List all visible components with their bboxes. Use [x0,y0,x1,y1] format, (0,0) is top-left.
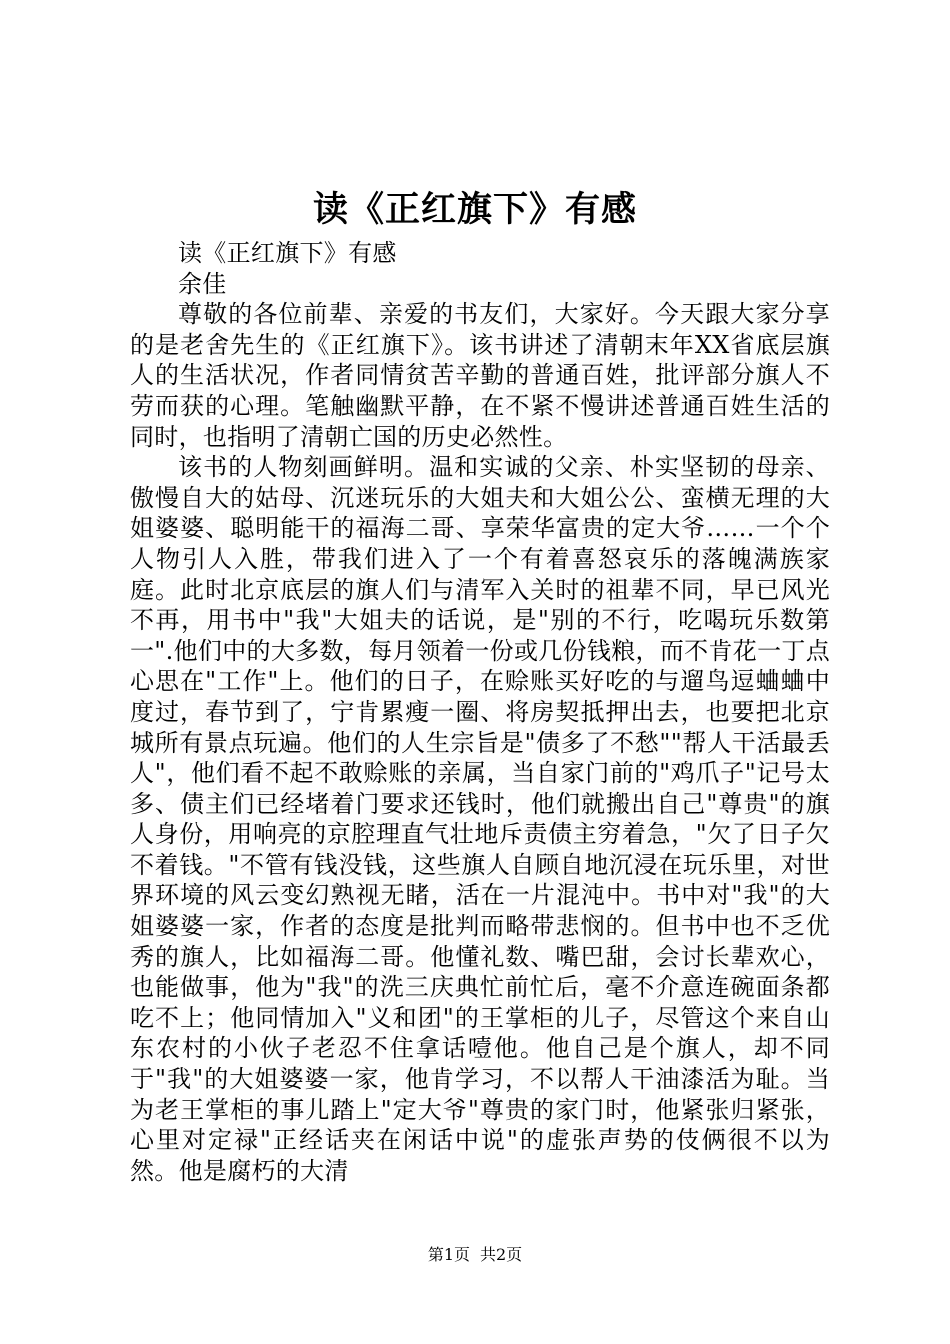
document-title: 读《正红旗下》有感 [312,189,637,230]
page-total: 共2页 [480,1245,523,1264]
page-footer [0,1243,950,1267]
paragraph: 尊敬的各位前辈、亲爱的书友们，大家好。今天跟大家分享的是老舍先生的《正红旗下》。该书讲述了清朝末年XX省底层旗人的生活状况，作者同情贫苦辛勤的普通百姓，批评部分旗人不劳而获的心理。笔触幽默平静，在不紧不慢讲述普通百姓生活的同时，也指明了清朝亡国的历史必然性。 [130,300,830,451]
author-line: 余佳 [178,269,227,298]
page-number: 第1页 [427,1245,470,1264]
paragraph: 该书的人物刻画鲜明。温和实诚的父亲、朴实坚韧的母亲、傲慢自大的姑母、沉迷玩乐的大姐夫和大姐公公、蛮横无理的大姐婆婆、聪明能干的福海二哥、享荣华富贵的定大爷……一个个人物引人入胜，带我们进入了一个有着喜怒哀乐的落魄满族家庭。此时北京底层的旗人们与清军入关时的祖辈不同，早已风光不再，用书中"我"大姐夫的话说，是"别的不行，吃喝玩乐数第一".他们中的大多数，每月领着一份或几份钱粮，而不肯花一丁点心思在"工作"上。他们的日子，在赊账买好吃的与遛鸟逗蛐蛐中度过，春节到了，宁肯累瘦一圈、将房契抵押出去，也要把北京城所有景点玩遍。他们的人生宗旨是"债多了不愁""帮人干活最丢人"，他们看不起不敢赊账的亲属，当自家门前的"鸡爪子"记号太多、债主们已经堵着门要求还钱时，他们就搬出自己"尊贵"的旗人身份，用响亮的京腔理直气壮地斥责债主穷着急，"欠了日子欠不着钱。"不管有钱没钱，这些旗人自顾自地沉浸在玩乐里，对世界环境的风云变幻熟视无睹，活在一片混沌中。书中对"我"的大姐婆婆一家，作者的态度是批判而略带悲悯的。但书中也不乏优秀的旗人，比如福海二哥。他懂礼数、嘴巴甜，会讨长辈欢心，也能做事，他为"我"的洗三庆典忙前忙后，毫不介意连碗面条都吃不上；他同情加入"义和团"的王掌柜的儿子，尽管这个来自山东农村的小伙子老忍不住拿话噎他。他自己是个旗人，却不同于"我"的大姐婆婆一家，他肯学习，不以帮人干油漆活为耻。当为老王掌柜的事儿踏上"定大爷"尊贵的家门时，他紧张归紧张，心里对定禄"正经话夹在闲话中说"的虚张声势的伎俩很不以为然。他是腐朽的大清 [130,453,830,1185]
subtitle-line: 读《正红旗下》有感 [178,239,397,267]
document-body [130,238,830,1186]
